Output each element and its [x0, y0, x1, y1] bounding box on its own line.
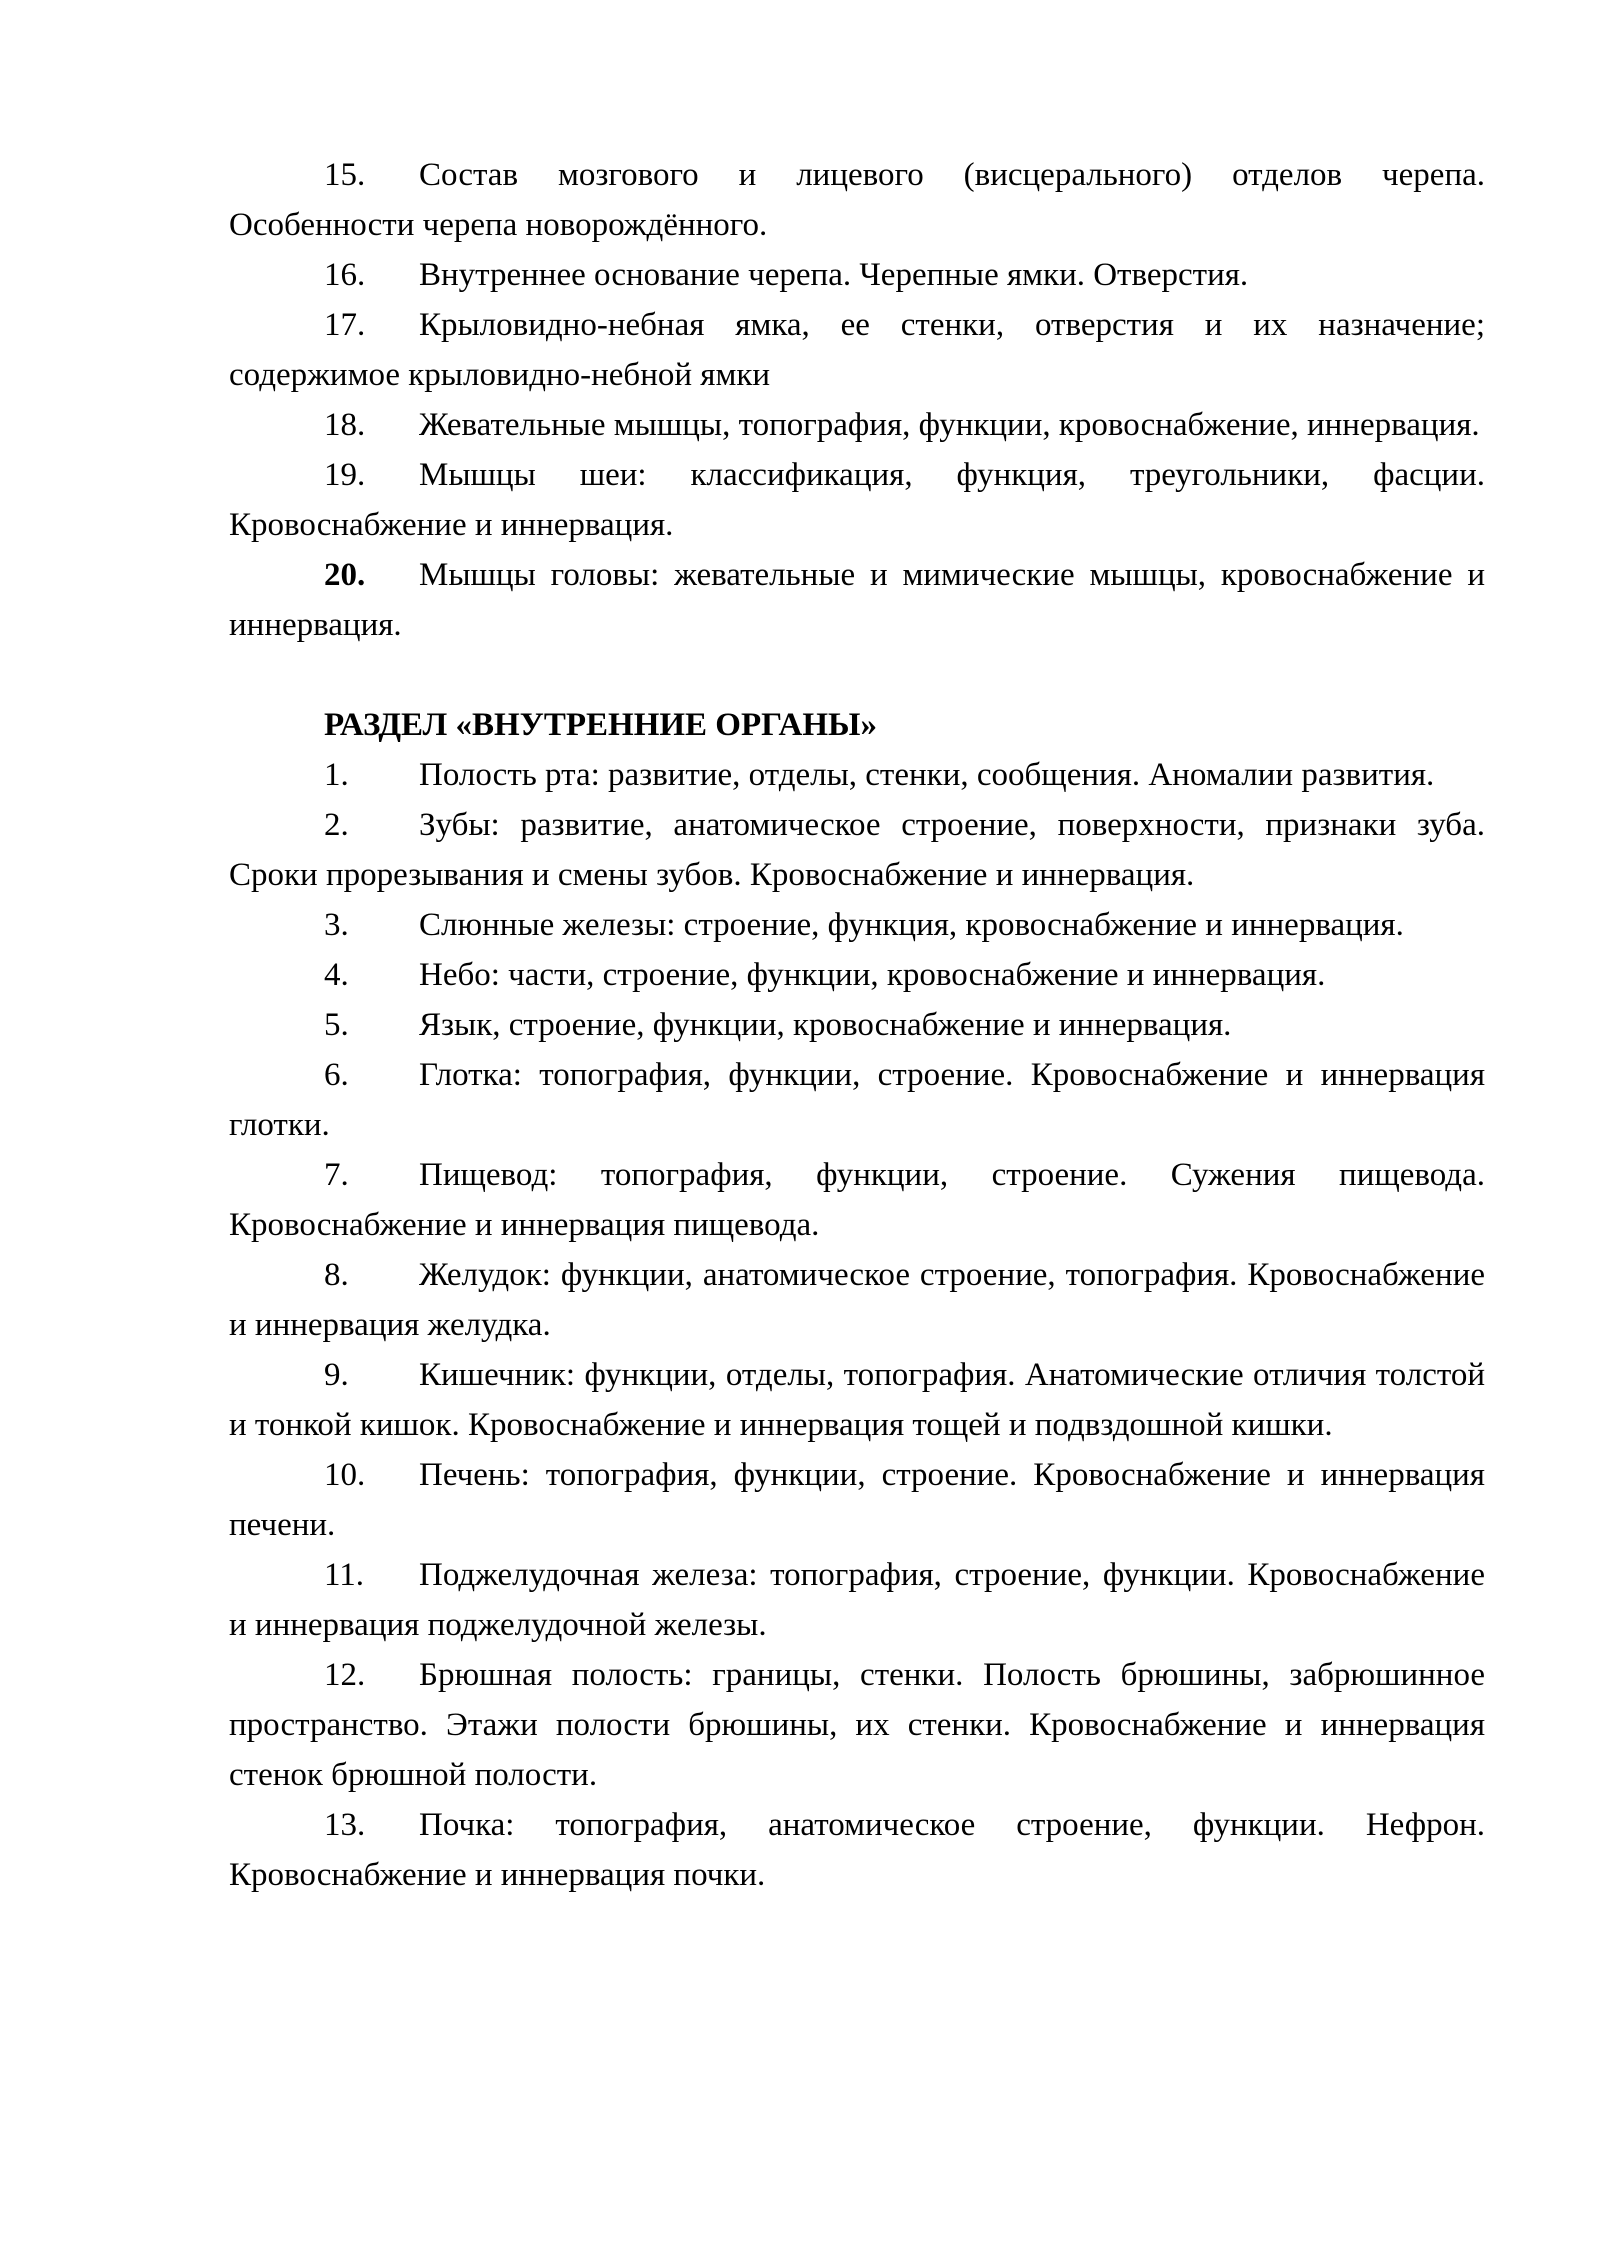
item-text: Мышцы шеи: классификация, функция, треугольники, фасции. Кровоснабжение и иннервация. — [229, 457, 1485, 543]
question-list-skull-muscles — [229, 150, 1485, 650]
item-text: Крыловидно-небная ямка, ее стенки, отверстия и их назначение; содержимое крыловидно-небной ямки — [229, 307, 1485, 393]
item-text: Пищевод: топография, функции, строение. Сужения пищевода. Кровоснабжение и иннервация пищевода. — [229, 1157, 1485, 1243]
list-item — [229, 1650, 1485, 1800]
item-number: 4. — [324, 957, 349, 993]
item-text: Язык, строение, функции, кровоснабжение и иннервация. — [419, 1007, 1232, 1043]
list-item — [229, 750, 1485, 800]
item-text: Жевательные мышцы, топография, функции, кровоснабжение, иннервация. — [419, 407, 1480, 443]
item-text: Мышцы головы: жевательные и мимические мышцы, кровоснабжение и иннервация. — [229, 557, 1485, 643]
list-item — [229, 300, 1485, 400]
item-text: Состав мозгового и лицевого (висцерального) отделов черепа. Особенности черепа новорождённого. — [229, 157, 1485, 243]
item-text: Кишечник: функции, отделы, топография. Анатомические отличия толстой и тонкой кишок. Кровоснабжение и иннервация тощей и подвздошной кишки. — [229, 1357, 1485, 1443]
item-text: Печень: топография, функции, строение. Кровоснабжение и иннервация печени. — [229, 1457, 1485, 1543]
item-number: 8. — [324, 1257, 349, 1293]
item-number: 15. — [324, 157, 366, 193]
list-item — [229, 800, 1485, 900]
list-item — [229, 1000, 1485, 1050]
item-number: 19. — [324, 457, 366, 493]
document-page — [229, 150, 1485, 1900]
list-item — [229, 1250, 1485, 1350]
list-item — [229, 150, 1485, 250]
list-item — [229, 400, 1485, 450]
item-number: 2. — [324, 807, 349, 843]
item-number: 3. — [324, 907, 349, 943]
item-number: 11. — [324, 1557, 365, 1593]
list-item — [229, 1450, 1485, 1550]
item-number: 12. — [324, 1657, 366, 1693]
list-item — [229, 1550, 1485, 1650]
blank-line — [229, 650, 1485, 700]
item-text: Внутреннее основание черепа. Черепные ямки. Отверстия. — [419, 257, 1249, 293]
list-item — [229, 1050, 1485, 1150]
list-item — [229, 900, 1485, 950]
item-text: Желудок: функции, анатомическое строение, топография. Кровоснабжение и иннервация желудка. — [229, 1257, 1485, 1343]
list-item — [229, 250, 1485, 300]
item-number: 9. — [324, 1357, 349, 1393]
item-text: Почка: топография, анатомическое строение, функции. Нефрон. Кровоснабжение и иннервация почки. — [229, 1807, 1485, 1893]
item-text: Слюнные железы: строение, функция, кровоснабжение и иннервация. — [419, 907, 1404, 943]
item-number: 13. — [324, 1807, 366, 1843]
list-item — [229, 550, 1485, 650]
section-title: РАЗДЕЛ «ВНУТРЕННИЕ ОРГАНЫ» — [324, 707, 877, 743]
item-text: Поджелудочная железа: топография, строение, функции. Кровоснабжение и иннервация поджелудочной железы. — [229, 1557, 1485, 1643]
item-text: Зубы: развитие, анатомическое строение, поверхности, признаки зуба. Сроки прорезывания и смены зубов. Кровоснабжение и иннервация. — [229, 807, 1485, 893]
item-number: 16. — [324, 257, 366, 293]
list-item — [229, 450, 1485, 550]
list-item — [229, 1800, 1485, 1900]
list-item — [229, 950, 1485, 1000]
item-number: 7. — [324, 1157, 349, 1193]
list-item — [229, 1150, 1485, 1250]
item-text: Небо: части, строение, функции, кровоснабжение и иннервация. — [419, 957, 1326, 993]
item-text: Брюшная полость: границы, стенки. Полость брюшины, забрюшинное пространство. Этажи полости брюшины, их стенки. Кровоснабжение и иннервация стенок брюшной полости. — [229, 1657, 1485, 1793]
item-text: Полость рта: развитие, отделы, стенки, сообщения. Аномалии развития. — [419, 757, 1435, 793]
item-number: 5. — [324, 1007, 349, 1043]
list-item — [229, 1350, 1485, 1450]
item-number: 10. — [324, 1457, 366, 1493]
item-number: 6. — [324, 1057, 349, 1093]
question-list-internal-organs — [229, 750, 1485, 1900]
item-number: 17. — [324, 307, 366, 343]
item-number: 1. — [324, 757, 349, 793]
item-number: 20. — [324, 557, 366, 593]
item-number: 18. — [324, 407, 366, 443]
item-text: Глотка: топография, функции, строение. Кровоснабжение и иннервация глотки. — [229, 1057, 1485, 1143]
